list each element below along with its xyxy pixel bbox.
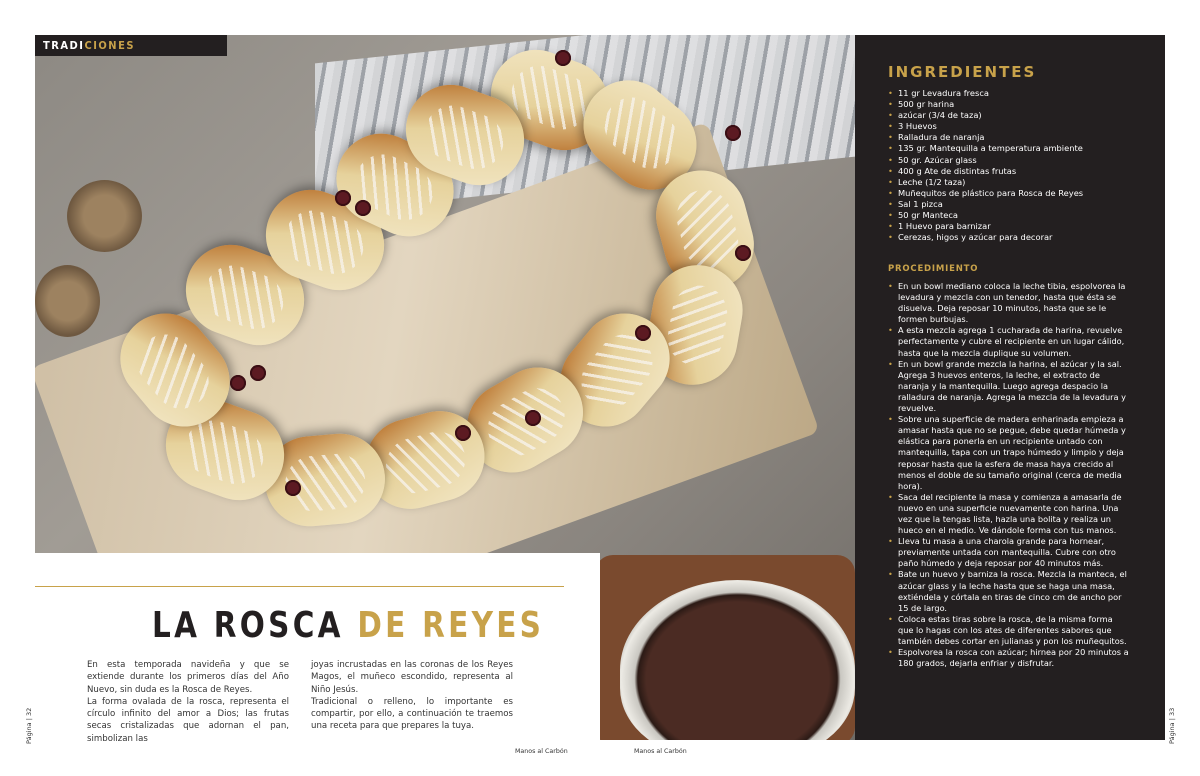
ingredient-item: • azúcar (3/4 de taza) [888,110,1143,121]
procedure-step: • Bate un huevo y barniza la rosca. Mezcla la manteca, el azúcar glass y la leche hasta que se haga una masa, extiéndela y córtala en tiras de cinco cm de ancho por 15 de largo. [888,569,1130,613]
section-tag-part1: TRADI [43,39,85,52]
body-paragraph: La forma ovalada de la rosca, representa el círculo infinito del amor a Dios; las frutas secas cristalizadas que adornan el pan, simbolizan las [87,696,289,744]
cherry [635,325,651,341]
procedure-step: • Lleva tu masa a una charola grande para hornear, previamente untada con mantequilla. Cubre con otro paño húmedo y deja reposar por 40 minutos más. [888,536,1130,569]
ingredient-item: • 400 g Ate de distintas frutas [888,166,1143,177]
ingredient-item: • 11 gr Levadura fresca [888,88,1143,99]
ingredient-item: • Cerezas, higos y azúcar para decorar [888,232,1143,243]
procedure-step: • Espolvorea la rosca con azúcar; hirnea por 20 minutos a 180 grados, dejarla enfriar y disfrutar. [888,647,1130,669]
section-tag-part2: CIONES [84,39,135,52]
page-number-left: Página | 32 [25,707,33,744]
recipe-panel [855,35,1165,740]
ingredient-item: • Sal 1 pizca [888,199,1143,210]
ingredients-title: INGREDIENTES [888,63,1037,81]
procedure-step: • Sobre una superficie de madera enharinada empieza a amasar hasta que no se pegue, debe quedar húmeda y elástica para ponerla en un recipiente untado con mantequilla, tapa con un trapo húmedo y limpio y deja reposar hasta que la esfera de masa haya crecido al menos el doble de su tamaño original (cerca de media hora). [888,414,1130,492]
cherry [455,425,471,441]
cherry [355,200,371,216]
ingredient-item: • 50 gr Manteca [888,210,1143,221]
ingredient-item: • 3 Huevos [888,121,1143,132]
cherry [725,125,741,141]
article-headline [152,605,544,646]
body-paragraph: Tradicional o relleno, lo importante es compartir, por ello, a continuación te traemos una receta para que prepares la tuya. [311,696,513,732]
procedure-step: • Saca del recipiente la masa y comienza a amasarla de nuevo en una superficie nuevamente con harina. Una vez que la tengas lista, hazla una bolita y realiza un hueco en el medio. Ve dándole forma con tus manos. [888,492,1130,536]
footer-brand-left: Manos al Carbón [515,748,568,755]
ingredient-item: • Muñequitos de plástico para Rosca de Reyes [888,188,1143,199]
ingredient-item: • 50 gr. Azúcar glass [888,155,1143,166]
ingredient-item: • Leche (1/2 taza) [888,177,1143,188]
cherry [335,190,351,206]
cherry [525,410,541,426]
ingredient-item: • Ralladura de naranja [888,132,1143,143]
procedure-list [888,281,1130,669]
ingredient-item: • 135 gr. Mantequilla a temperatura ambiente [888,143,1143,154]
ornament-ball-icon [35,265,100,337]
body-column-2 [311,659,513,733]
procedure-title: PROCEDIMIENTO [888,264,979,274]
ingredients-list [888,88,1143,243]
procedure-step: • En un bowl grande mezcla la harina, el azúcar y la sal. Agrega 3 huevos enteros, la leche, el extracto de naranja y la mantequilla. Luego agrega despacio la ralladura de naranja. Agrega la mezcla de la levadura y revuelve. [888,359,1130,414]
headline-part2: DE REYES [357,605,545,646]
cherry [250,365,266,381]
cherry [285,480,301,496]
cherry [735,245,751,261]
procedure-step: • Coloca estas tiras sobre la rosca, de la misma forma que lo hagas con los ates de diferentes sabores que también debes cortar en julianas y pon los muñequitos. [888,614,1130,647]
procedure-step: • En un bowl mediano coloca la leche tibia, espolvorea la levadura y mezcla con un tenedor, hasta que ésta se disuelva. Deja reposar 10 minutos, hasta que se le formen burbujas. [888,281,1130,325]
gold-divider [35,586,564,587]
ingredient-item: • 500 gr harina [888,99,1143,110]
cherry [230,375,246,391]
ornament-ball-icon [67,180,142,252]
page-number-right: Página | 33 [1168,707,1176,744]
footer-brand-right: Manos al Carbón [634,748,687,755]
section-tag [35,35,227,56]
body-paragraph: joyas incrustadas en las coronas de los Reyes Magos, el muñeco escondido, representa al Niño Jesús. [311,660,513,695]
body-column-1 [87,659,289,745]
body-paragraph: En esta temporada navideña y que se extiende durante los primeros días del Año Nuevo, sin duda es la Rosca de Reyes. [87,660,289,695]
cherry [555,50,571,66]
ingredient-item: • 1 Huevo para barnizar [888,221,1143,232]
procedure-step: • A esta mezcla agrega 1 cucharada de harina, revuelve perfectamente y cubre el recipiente en un lugar cálido, hasta que la mezcla duplique su volumen. [888,325,1130,358]
headline-part1: LA ROSCA [152,605,358,646]
